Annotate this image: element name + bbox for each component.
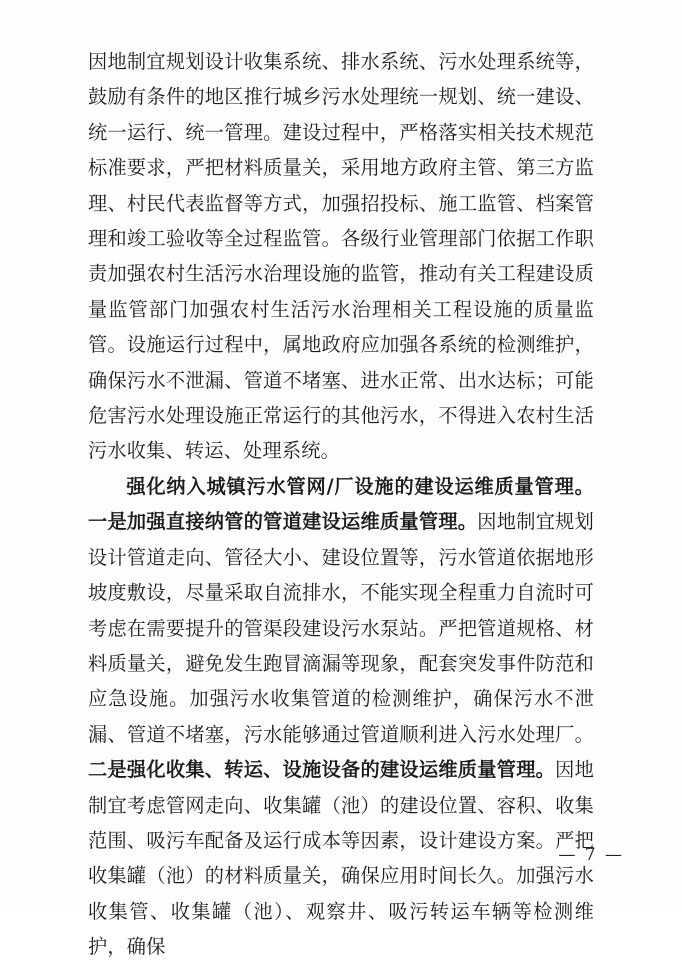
paragraph-2-bold-mid: 二是强化收集、转运、设施设备的建设运维质量管理。 bbox=[88, 758, 556, 782]
paragraph-2-body-2: 因地制宜考虑管网走向、收集罐（池）的建设位置、容积、收集范围、吸污车配备及运行成本等因素，设计建设方案。严把收集罐（池）的材料质量关，确保应用时间长久。加强污水收集管、收集罐（池）、观察井、吸污转运车辆等检测维护，确保 bbox=[88, 758, 594, 959]
paragraph-1: 因地制宜规划设计收集系统、排水系统、污水处理系统等，鼓励有条件的地区推行城乡污水处理统一规划、统一建设、统一运行、统一管理。建设过程中，严格落实相关技术规范标准要求，严把材料质量关，采用地方政府主管、第三方监理、村民代表监督等方式，加强招投标、施工监管、档案管理和竣工验收等全过程监管。各级行业管理部门依据工作职责加强农村生活污水治理设施的监管，推动有关工程建设质量监管部门加强农村生活污水治理相关工程设施的质量监管。设施运行过程中，属地政府应加强各系统的检测维护，确保污水不泄漏、管道不堵塞、进水正常、出水达标；可能危害污水处理设施正常运行的其他污水，不得进入农村生活污水收集、转运、处理系统。 bbox=[88, 50, 594, 463]
page-content bbox=[88, 44, 594, 965]
paragraph-2 bbox=[88, 469, 594, 965]
paragraph-2-bold-lead: 强化纳入城镇污水管网/厂设施的建设运维质量管理。一是加强直接纳管的管道建设运维质量管理。 bbox=[88, 474, 594, 534]
page-number: — 7 — bbox=[558, 845, 624, 865]
paragraph-2-body-1: 因地制宜规划设计管道走向、管径大小、建设位置等，污水管道依据地形坡度敷设，尽量采取自流排水，不能实现全程重力自流时可考虑在需要提升的管渠段建设污水泵站。严把管道规格、材料质量关，避免发生跑冒滴漏等现象，配套突发事件防范和应急设施。加强污水收集管道的检测维护，确保污水不泄漏、管道不堵塞，污水能够通过管道顺利进入污水处理厂。 bbox=[88, 510, 595, 746]
